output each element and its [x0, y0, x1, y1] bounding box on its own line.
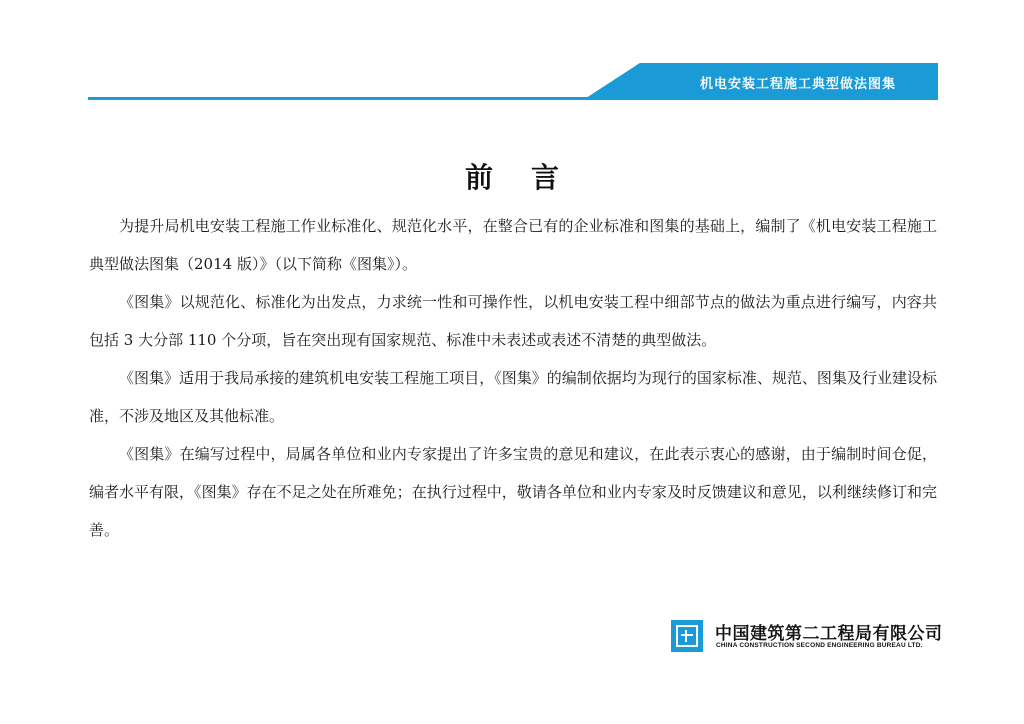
cscec-logo-icon — [671, 620, 703, 652]
company-name-en: CHINA CONSTRUCTION SECOND ENGINEERING BUREAU LTD. — [716, 642, 923, 649]
company-name-cn: 中国建筑第二工程局有限公司 — [715, 624, 943, 644]
paragraph-2: 《图集》以规范化、标准化为出发点，力求统一性和可操作性，以机电安装工程中细部节点的做法为重点进行编写，内容共包括 3 大分部 110 个分项，旨在突出现有国家规范、标准中未表述或表述不清楚的典型做法。 — [89, 293, 937, 349]
paragraph-4: 《图集》在编写过程中，局属各单位和业内专家提出了许多宝贵的意见和建议，在此表示衷心的感谢，由于编制时间仓促，编者水平有限，《图集》存在不足之处在所难免；在执行过程中，敬请各单位和业内专家及时反馈建议和意见，以利继续修订和完善。 — [89, 445, 937, 539]
page-title: 前言 — [464, 161, 597, 194]
preface-body — [89, 207, 937, 549]
header-rule — [88, 97, 618, 100]
header-title: 机电安装工程施工典型做法图集 — [699, 77, 896, 92]
paragraph-1: 为提升局机电安装工程施工作业标准化、规范化水平，在整合已有的企业标准和图集的基础上，编制了《机电安装工程施工典型做法图集（2014 版）》（以下简称《图集》）。 — [89, 217, 937, 273]
paragraph-3: 《图集》适用于我局承接的建筑机电安装工程施工项目，《图集》的编制依据均为现行的国家标准、规范、图集及行业建设标准，不涉及地区及其他标准。 — [89, 369, 937, 425]
